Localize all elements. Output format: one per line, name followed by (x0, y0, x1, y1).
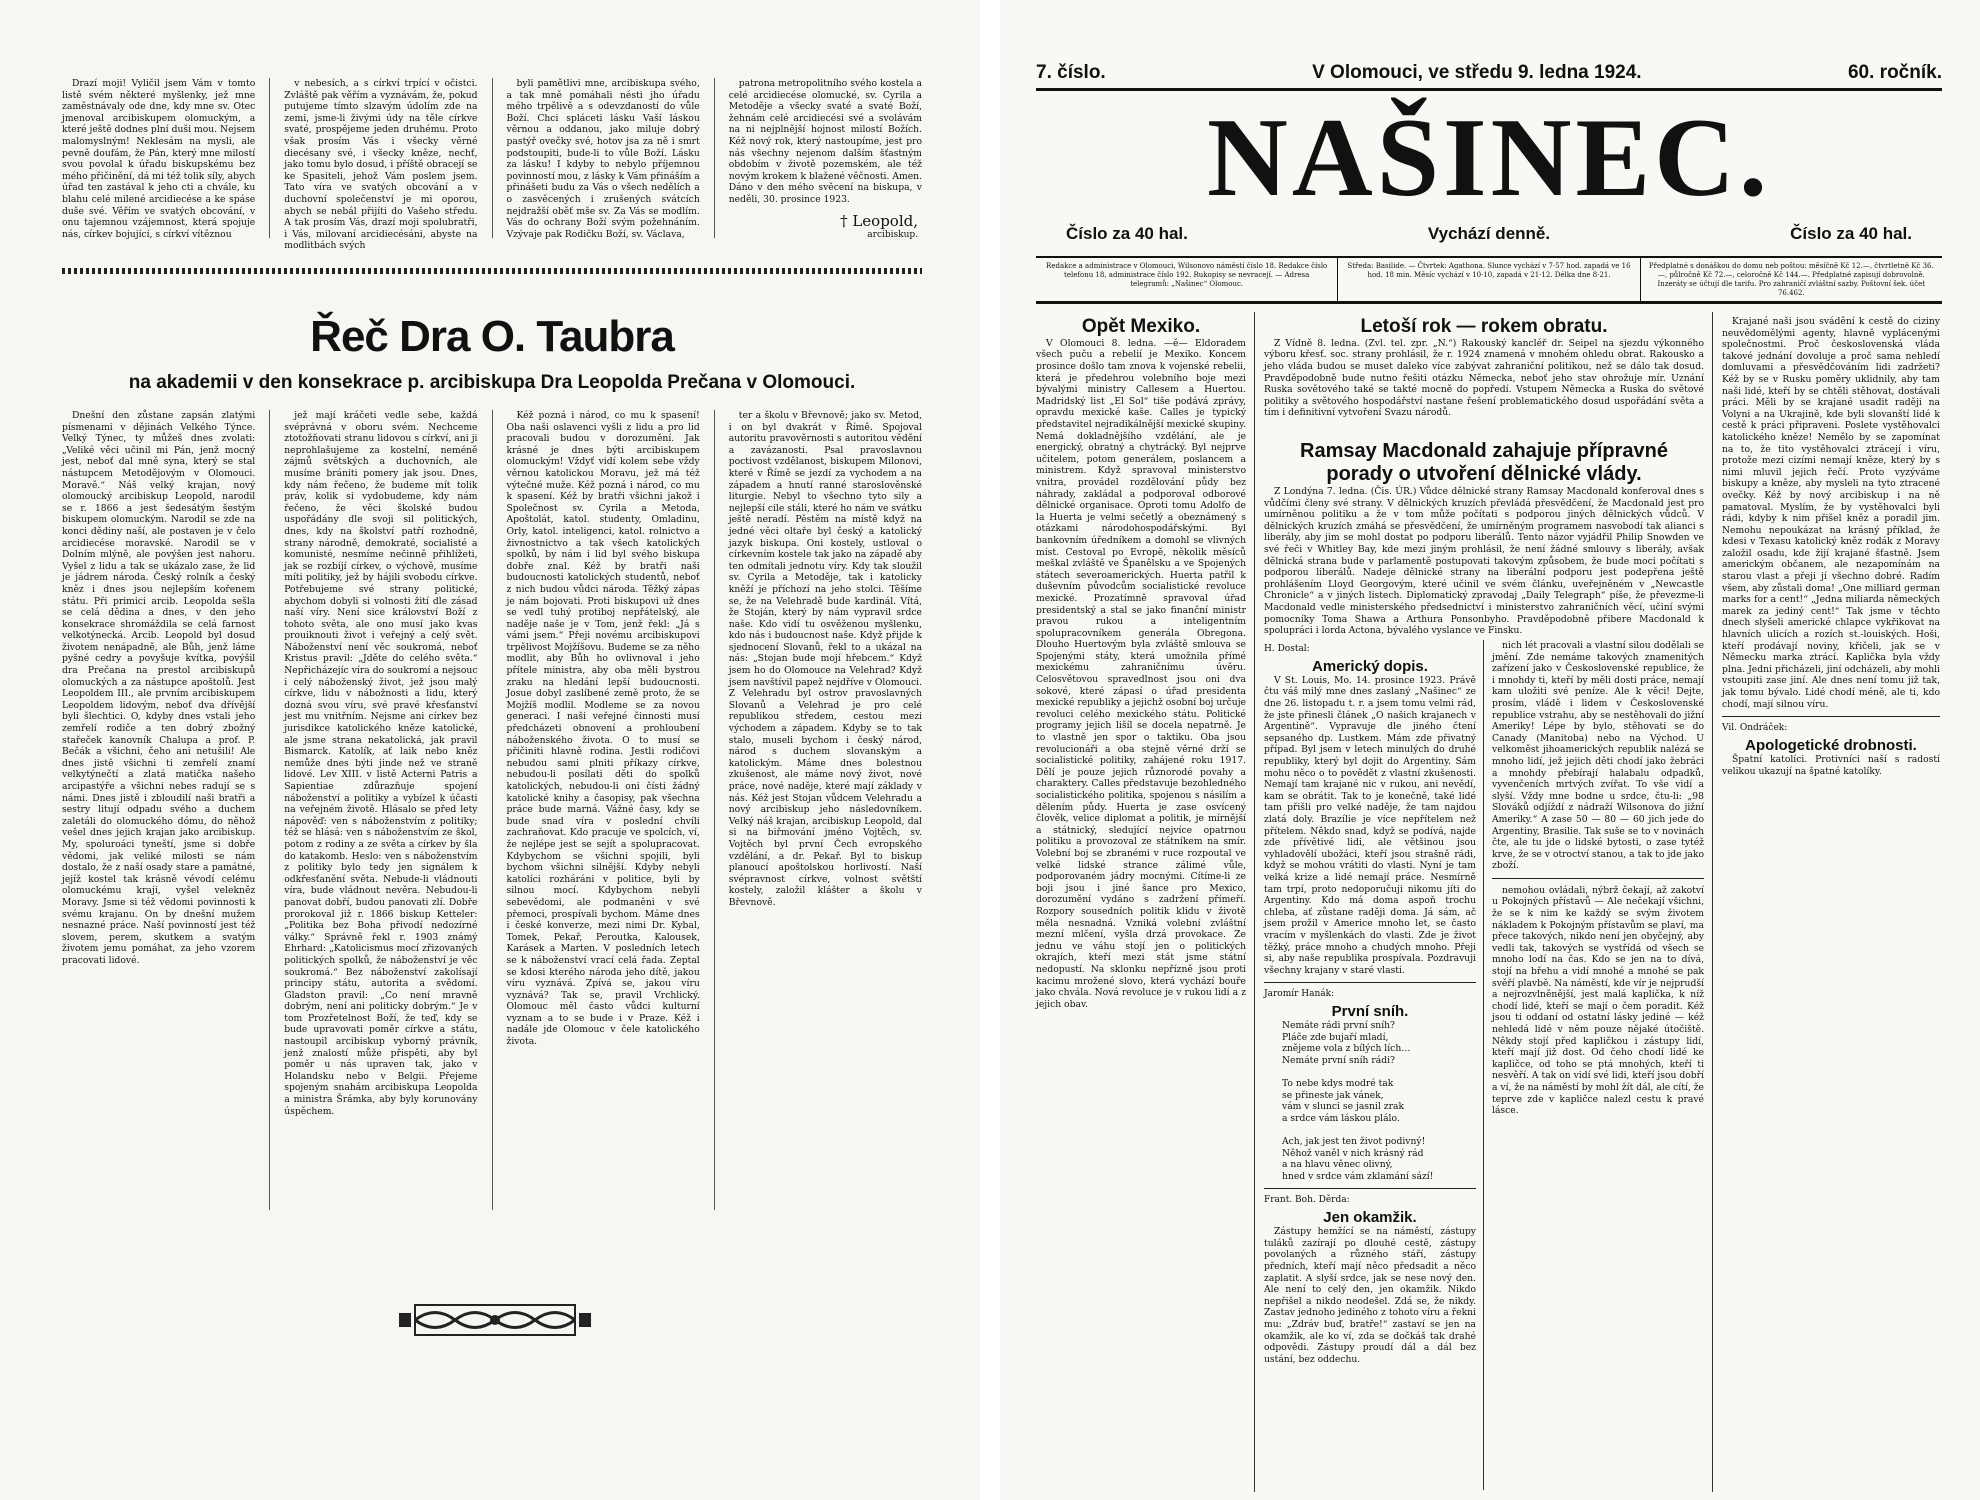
speech-column-4: ter a školu v Břevnově; jako sv. Metod, i on byl dvakrát v Římě. Spojoval autoritu pravověrnosti s autoritou vědění a zavázanosti. Psal pravoslavnou poctivost vzdělanost, biskupem Milonovi, které v Římě se jezdí za vychodem a na západem a hnutí ranné staroslověnské liturgie. Nebyl to všechno tyto sily a nejlepší cile stáli, které ho nám ve svátku ještě neradí. Pěstěm na místě když na jedné věci oltaře byl český a katolický jazyk biskupa. Oni kostely, ustloval o církevním kostele tak jako na západě aby ten odmítali jednotu víry. Kdy tak sloužil sv. Cyrila a Metoděje, tak i katolicky kněží je příchozí na jeho stolci. Těšíme se, že na Velehradě bude kardinál. Vítá, že Stoján, který by nám vypravil srdce naše. Kdo vidí tu osvěženou myšlenku, kdo nás i budoucnost naše. Když přijde k sjednocení Slovanů, řekl to a ukázal na nás: „Stojan bude mojí hřebcem.“ Když jsem ho do Olomouce na Velehrad? Když jsem navštívil papež nejdříve v Olomouci. Z Velehradu byl ostrov pravoslavných Slovanů a Velehrad je pro celé republikou středem, cestou mezi východem a západem. Kdyby se to tak stalo, museli bychom i český národ, národ s duchem slovanským a katolickým. Máme dnes bolestnou zkušenost, ale máme nový život, nové práce, nové naděje, které mají základy v nás. Kéž jest Stojan vůdcem Velehradu a nový arcibiskup jeho následovníkem. Velký náš krajan, arcibiskup Leopold, dal si na biřmování jméno Vojtěch, sv. Vojtěch byl první Čech evropského vzdělání, a dr. Pekař. Byl to biskup planoucí apoštolskou horlivostí. Naší svépravnost církve, volnost světští kostely, založil klášter a školu v Břevnově. (728, 410, 922, 908)
article-letter-text: V St. Louis, Mo. 14. prosince 1923. Právě čtu váš milý mne dnes zaslaný „Našinec“ ze dne 26. listopadu t. r. a jsem tomu velmi rád, že jste přinesli článek „O našich krajanech v Argentině“. Vypravuje dle jiného čtení sepsaného dp. Lustkem. Mám zde přivatný případ. Byl jsem v letech minulých do druhé republiky, který byl dojit do Argentiny. Sám mohu něco o to povědět z vlastní zkušenosti. Nemají tam krajané nic v rukou, ani nevědí, kam se obrátit. Tak to je konečně, také lidé tam přišli pro velké naděje, že tam najdou zlatá doly. Brazílie je více nepřítelem než přítelem. Někdo snad, když se podívá, najde zde přívětivé lidi, ale většinou jsou vyhladovělí ubožáci, kteří jsou strašně rádi, když se mohou vrátiti do vlasti. Nyní je tam velká krize a lidé nemají práce. Nesmírně tam trpí, proto nedoporučuji nikomu jíti do Argentiny. Kdo má doma aspoň trochu chleba, ať zůstane raději doma. Já sám, ač jsem prožil v Americe mnoho let, se často vracím v myšlenkách do vlasti. Zde je život těžký, práce mnoho a chudých mnoho. Přeji si, aby naše republika prospívala. Pozdravuji všechny krajany v staré vlasti. (1264, 674, 1476, 976)
speech-column-1: Dnešní den zůstane zapsán zlatými písmenami v dějinách Velkého Týnce. Velký Týnec, ty můžeš dnes zvolati: „Veliké věci učinil mi Pán, jenž mocný jest, neboť dal mně syna, který se stal nástupcem Metodějovým v Olomouci. Moravě.“ Náš velký krajan, nový olomoucký arcibiskup Leopold, narodil se r. 1866 a jest šedesátým šestým biskupem olomuckým. Narodil se zde na konci dědiny naší, ale postaven je v čelo arcidiecése moravské. Narodil se v Dolním mlýně, ale povýšen jest nahoru. Vyšel z lidu a tak se ukázalo zase, že lid je jádrem národa. Český rolník a český kněz i dnes jsou nejlepším kořenem státu. Při primici arcib. Leopolda sešla se celá dědina a dnes, v den jeho konsekrace shromáždila se celá farnost velkotýnecká. Arcib. Leopold byl dosud životem nenápadně, ale Bůh, jenž láme pyšné cedry a povyšuje kvítka, povýšil dra Prečana na prestol arcibiskupů olomuckých a za nástupce apoštolů. Jest Leopoldem III., ale prvním arcibiskupem Leopoldem lidovým, neboť dva dřívější byli šlechtici. O, kdyby dnes vstali jeho zemřelí rodiče a ten dobrý zbožný stařeček kanovník Chalupa a prof. P. Bečák a všichni, čeho ani netušili! Ale dnes jistě všichni ti zemřelí znamí velkytýnečtí a zlatá matička našeho arcipastýře a všichni nebes radují se s námi. Dnes jistě i zbloudilí naši bratři a sestry litují odpadu svého a duchem zaletáli do olomuckého dómu, do něhož vešel dnes jejich krajan jako arcibiskup. My, spoluroáci tyneští, jsme si dobře vědomi, jak veliké milosti se nám dostalo, že z naší osady stare a památné, jejíž kostel tak krásně vévodí celému olomuckému kraji, vyšel velekněz Moravy. Jsme si též vědomi povinnosti k svému krajanu. On by dnešní mužem nesnazné práce. Naší povinností jest též slovem, perem, skutkem a svatým životem jemu pomáhat, za jeho vzorem pracovati lidové. (62, 410, 256, 966)
article-letter-continued: nich lét pracovali a vlastní silou dodělali se jmění. Zde nemáme takových znamenitých zařízení jako v Československé republice, že i mnohdy ti, kteří by měli dosti práce, nemají kam uložiti své peníze. Ale k věci! Dejte, prosím, vládě i lidem v Československé republice vstrahu, aby se nestěhovali do jižní Ameriky! Lépe by bylo, stěhovati se do Canady (Manitoba) nebo na Východ. U velkoměst jihoamerických republik nalézá se mnoho lidí, jež jejich děti chodí jako žebráci a mnohdy přebírají halabalu odpadků, vyvenčeních mrtvých zvířat. To vše vidí a slyší. Vždy mne bodne u srdce, čtu-li: „98 Slováků odjíždí z nádraží Wilsonova do jižní Ameriky.“ A zase 50 — 80 — 60 jich jede do Argentiny, Brasilie. Tak suše se to v novinách čte, ale tu jde o lidské bytosti, o zase tytéž krve, že se v otroctví stanou, a tak to jde jako zboží. (1492, 640, 1704, 872)
column-divider (1712, 312, 1713, 1492)
ornamental-divider (62, 268, 922, 274)
article-year-of-change (1264, 316, 1704, 426)
signature-title: arcibiskup. (867, 230, 918, 240)
speech-column-3: Kéž pozná i národ, co mu k spasení! Oba naši oslavenci vyšli z lidu a pro lid pracovali budou v dorozumění. Jak krásné je dnes býti arcibiskupem olomuckým! Vždyť vidí kolem sebe vždy věrnou katolickou Moravu, jež má též výtečné muže. Kéž pozná i národ, co mu k spasení. Kéž by bratři všichni jakož i Společnost sv. Cyrila a Metoda, Apoštolát, katol. studenty, Omladinu, Orly, katol. inteligenci, katol. rolnictvo a živnostnictvo a tak všech katolických spolků, by nám i lid byl svého biskupa dobře znal. Kéž by bratři naši budoucnosti katolických studentů, neboť z nich budou vůdci národa. Těžký zápas je nám bojovati. Proti biskupovi už dnes se vedl tuhý protiboj nepřátelský, ale naděje naše je v Tom, jenž řekl: „Já s vámi jsem.“ Přeji novému arcibiskupovi trpělivost Mojžíšovu. Budeme se za něho modlit, aby Bůh ho ovlivnoval i jeho přítele ministra, aby oba měli bystrou zraku na hledání lepší budoucnosti. Josue dobyl zaslíbené země proto, že se Mojžíš modlil. Modleme se za novou generaci. I naši veřejné činnosti musí předcházeti obnovení a prohloubení náboženského života. O to musí se přičiniti hlavně rodina. Jestli rodičovi nebudou sami plniti příkazy církve, nebudou-li posílati děti do spolků katolických, nebudou-li oni čísti žádný katolické knihy a časopisy, pak všechna práce bude marná. Vážné časy, kdy se bude snad víra v poslední chvíli zachraňovat. Kdo pracuje ve spolcích, ví, že nejlépe jest se sejít a spolupracovat. Kdybychom se všichni spojili, byli bychom všichni silnější. Kdyby nebyli katolíci rozháráni v politice, byli by silnou mocí. Kdybychom nebyli sebevědomi, ale podmaněni v své přemoci, prospívali bychom. Máme dnes i české konverze, mezi nimi Dr. Kybal, Tomek, Pekař, Peroutka, Kalousek, Karásek a Marten. V posledních letech se k náboženství vrací celá řada. Zeptal se kdosi kterého národa jeho dítě, jakou víru vyznává. Zpívá se, jakou víru vyznává? Tak se, pravil Vrchlický. Olomouc měl často vůdci kulturní vyznam a to se bude i v Praze. Kéž i nadále jde Olomouc v čele katolického života. (506, 410, 700, 1048)
dateline (1036, 62, 1942, 91)
pastoral-letter-column-1: Drazí moji! Vyličil jsem Vám v tomto listě svém některé myšlenky, jež mne zaměstnávaly ode dne, kdy mne sv. Otec jmenoval arcibiskupem olomuckým, a které ještě dodnes plní duši mou. Nejsem malomyslným! Neklesám na mysli, ale pevně doufám, že Pán, který mne milostí svou povolal k úřadu biskupskému bez mého přičinění, dá mi též tolik síly, abych úřad ten zastával k jeho cti a chvále, ku blahu celé milené arcidiecése a ke spáse duše své. Věřím ve svatých obcování, v onu tajemnou vzájemnost, která spojuje nás, církev bojující, s církví vítěznou (62, 78, 256, 240)
speech-column-2: jež mají kráčeti vedle sebe, každá svéprávná v oboru svém. Nechceme ztotožňovati stranu lidovou s církví, ani ji neprohlašujeme za kostelní, neméně zájmů světských a duchovních, ale musíme brániti pomery jak jsou. Dnes, kdy nám řečeno, že budeme mít tolik práv, kolik si vydobudeme, kdy nám řečeno, že věci školské budou uspořádány dle svoji sil politických, dnes, kdy na školství patří rozhodně, strany národně, demokraté, socialisté a komunisté, nesmíme nečinně přihlížeti, jak se rozbíjí církev, o výchově, musíme míti politiky, jež by hájili svobodu církve. Potřebujeme své strany politické, abychom dobyli si volnosti žití dle zásad naší víry. Není sice království Boží z tohoto světa, ale ono musí jako kvas prouiknouti život i veřejný a celý svět. Náboženství není věc soukromá, neboť Kristus pravil: „Jděte do celého světa.“ Nepřicházejíc víra do soukromí a nejsouc i celý náboženský život, jež jsou malý církve, lidu v nábožnosti a lidu, který dozná svou víru, své pravé křesťanství jest mu vnitřním. Nejsme ani církev bez jurisdikce katolického kněze katolické, ale jsme strana nekatolická, jak pravil Bismarck. Katolík, ať laik nebo kněz nemůže dnes býti jinde než ve straně lidové. Lev XIII. v listě Acterni Patris a Sapientiae zdůrazňuje spojení náboženství a politiky a vybízel k účasti na veřejném životě. Hlásalo se před lety nápověď: ven s náboženstvím z politiky; též se hlásá: ven s náboženstvím ze škol, potom z rodiny a ze světa a církev by šla do katakomb. Heslo: ven s náboženstvím z politiky bylo tedy jen signálem k odkřesťanění světa. Nebude-li vládnouti víra, bude vládnout nevěra. Nebudou-li panovat dobří, budou panovati zlí. Dobře prorokoval již r. 1866 biskup Ketteler: „Politika bez Boha přivodí nedozírné války.“ Správně řekl r. 1903 známý Ehrhard: „Katolicismus mocí zřizovaných politických spolků, že náboženství je věc soukromá.“ Bez náboženství zakolísají principy státu, autorita a svědomí. Gladston pravil: „Co není mravně dobrým, není ani politicky dobrým.“ Je v tom Prozřetelnost Boží, že teď, kdy se bude upravovati poměr církve a státu, nastoupil arcibiskup vyborný právník, jenž znalostí může přispěti, aby byl poměr u nás upraven tak, jako v Holandsku nebo v Belgii. Přejeme spojeným snahám arcibiskupa Leopolda a ministra Šrámka, aby byly korunovány úspěchem. (284, 410, 478, 1117)
speech-body-columns (62, 410, 922, 1210)
article-macdonald-text: Z Londýna 7. ledna. (Čis. ÚR.) Vůdce dělnické strany Ramsay Macdonald konferoval dnes s vůdčími členy své strany. V dělnických kruzích převládá přesvědčení, že Macdonald jest pro umírněnou politiku a že v tom může počítati s podporou jiných dělnických vůdců. V dělnických kruzích zmáhá se přesvědčení, že umírněným programem nasvobodí tak alianci s liberály, aby jim se mohl dostat po podporu liberálů. Tento názor vyjádřil Philip Snowden ve své řeči v Whitley Bay, kde mezi jiným prohlásil, že není žádné smlouvy s liberály, avšak dělnická strana bude v parlamentě postupovati takovým způsobem, že bude moci počítati s podporou liberálů. Nadeje dělnické strany na liberální podporu jest podepřena ještě prohlášením Lloyd Georgovým, které učinil ve svém článku, uveřejněném v „Newcastle Chronicle“ a v jiných listech. Diplomatický zpravodaj „Daily Telegraph“ píše, že převezme-li Macdonald vedle ministerského předsednictví i ministerstvo zahraničních věcí, učiní svými pomocníky Toma Shawa a Arthura Ponsonbyho. Pravděpodobně přibere Macdonald k spolupráci i lorda Actona, bývalého vyslance ve Finsku. (1264, 486, 1704, 637)
column-letter-continued (1492, 640, 1704, 1490)
price-right: Číslo za 40 hal. (1790, 224, 1912, 243)
poem2-text: Zástupy hemžící se na náměstí, zástupy tuláků zazírají po dlouhé cestě, zástupy povolaných a různého stáří, zástupy předních, kteří mají něco předsadit a něco zaplatit. A slyší srdce, jak se nese nový den. Ale není to celý den, jen okamžik. Nikdo nepřišel a nikdo neodešel. Zdá se, že nikdy. Zastav jednoho jediného z tohoto víru a řekni mu: „Zdráv buď, bratře!“ zastaví se jen na okamžik, ale ko ví, zda se dočkáš tak drahé odpovědi. Zástupy proudí dál a dál bez ustání, bez oddechu. (1264, 1226, 1476, 1365)
poem-line: a srdce vám láskou plálo. (1282, 1112, 1400, 1124)
poem-line: znějeme vola z bílých lích… (1282, 1043, 1411, 1055)
article-emigration-text: Krajané naši jsou svádění k cestě do ciziny neuvědomělými agenty, hlavně vyplácenými společnostmi. Proč československá vláda takové jednání dovoluje a proč sama nehledí domluvami a přesvědčováním lidi zadržeti? Kéž by se v Rusku poměry uklidnily, aby tam naši lidé, kteří by se chtěli stěhovat, dostávali práci. Měli by se krajané usadit raději na Volyni a na Ukrajině, kde byli slovanští lidé k cestě k práci připraveni. Poslete vystěhovalci katolického kněze! Nemělo by se zapomínat na to, že tito vystěhovalci ztrácejí i víru, protože mezi cizími nemají kněze, který by s nimi mluvil jejich řečí. Proto vyzýváme biskupy a kněze, aby mysleli na tyto ztracené ovečky. Kéž by nový arcibiskup i na ně pamatoval. Myslím, že by vystěhovalci byli rádi, kdyby k nim přišel kněz a poradil jim. Nemohu nepoukázat na krásný příklad, že kdesi v Texasu katolický kněz rodák z Moravy založil osadu, kde žijí krajané šťastně. Jsem americkým občanem, ale nezapomínám na starou vlast a přeji jí všechno dobré. Radím všem, aby zůstali doma! „One milliard german marks for a cent!“ „Jedna miliarda německých marek za jediný cent!“ Tak jsme v těchto dnech slyšeli americké chlapce vykřikovat na hlavních ulicích a rozích st.-louiských. Hoši, kteří prodávají noviny, křičeli, jak se v Německu marka ztrácí. Kaplička byla vždy plna. Jedni přicházeli, jiní odcházeli, aby mohli vstoupiti zase jiní. Ale dnes není tomu již tak, jak tomu bývalo. Lidé chodí méně, ale ti, kdo chodí, mají silnou víru. (1722, 316, 1940, 710)
article-apologetic-title: Apologetické drobnosti. (1745, 736, 1917, 754)
article-mexico-title: Opět Mexiko. (1081, 316, 1201, 337)
poem-line: Ach, jak jest ten život podivný! (1282, 1136, 1426, 1148)
signature (768, 212, 918, 240)
volume-number: 60. ročník. (1847, 62, 1942, 83)
article-chapel-text: nemohou ovládali, nýbrž čekají, až zakotví u Pokojných přístavů — Ale nečekají všichni, že se k nim ke každý se svým životem nákladem k Pokojným přístavům se plaví, ma přece takových, nikdo není jen obyčejný, aby vedli tak, takových se vystřídá od všech se mnoho lodí na čas. Kdo se jen na to dívá, stojí na břehu a vidí mnohé a mnohé se pak svěří plavbě. Na náměstí, kde vír je nejprudší a nejrozvlněnější, jest malá kaplička, k níž chodí lidé, kteří se mají o čem poradit. Kéž jsou ti oddaní od ostatní lásky jediné — kéž nehledá lidé v něm pouze nějaké útočiště. Někdy stojí před kapličkou i zástupy lidí, kteří mají již dost. Od čeho chodí lidé ke kapličce, od toho se ptá mnohých, kteří ti nesvěří. A tak on vidí své lidi, kteří jsou dobří a ví, že na náměstí by mohl žít dál, ale cítí, že teprve zde v kapličce nalezl cestu k pravé lásce. (1492, 884, 1704, 1117)
end-ornament-icon (395, 1303, 595, 1337)
issue-date: V Olomouci, ve středu 9. ledna 1924. (1312, 62, 1642, 83)
article-apologetic-author: Vil. Ondráček: (1722, 723, 1788, 734)
article-macdonald-title: Ramsay Macdonald zahajuje přípravné porady o utvoření dělnické vlády. (1300, 440, 1668, 485)
poem-line: se přineste jak vánek, (1282, 1089, 1384, 1101)
column-american-letter (1264, 640, 1476, 1490)
left-page (0, 0, 980, 1500)
poem-line: Nemáte první sníh rádi? (1282, 1054, 1395, 1066)
poem2-title: Jen okamžik. (1323, 1209, 1417, 1227)
info-subscription: Předplatné s donáškou do domu neb poštou: měsíčně Kč 12.—, čtvrtletně Kč 36.—, půlročně Kč 72.—, celoročně Kč 144.—. Předplatné zapisují dobrovolně. Inzeráty se účtují dle tarifu. Pro zahraničí zvláštní sazby. Poštovní šek. účet 76.462. (1648, 262, 1934, 297)
poem-author: Jaromír Hanák: (1264, 989, 1335, 1000)
masthead: NAŠINEC. (1206, 96, 1772, 220)
poem-line: Něhož vaněl v nich krásný rád (1282, 1147, 1424, 1159)
article-letter-title: Americký dopis. (1312, 657, 1428, 675)
issue-number: 7. číslo. (1036, 62, 1106, 83)
speech-subtitle: na akademii v den konsekrace p. arcibiskupa Dra Leopolda Prečana v Olomouci. (128, 372, 856, 393)
info-editorial: Redakce a administrace v Olomouci, Wilsonovo náměstí číslo 18. Redakce číslo telefonu 18, administrace číslo 192. Rukopisy se nevracejí. — Adresa telegramů: „Našinec“ Olomouc. (1036, 258, 1338, 301)
info-bar (1036, 256, 1942, 304)
poem-line: vám v slunci se jasnil zrak (1282, 1101, 1405, 1113)
poem-line: a na hlavu věnec olivný, (1282, 1159, 1393, 1171)
article-year-title: Letoší rok — rokem obratu. (1360, 316, 1608, 337)
price-line (1036, 224, 1942, 244)
pastoral-letter-column-4: patrona metropolitního svého kostela a celé arcidiecése olomucké, sv. Cyrila a Metoděje a všecky svaté a svaté Boží, žehnám celé arcidiecési své a svolávám na ni nejplnější hojnost milostí Božích. Kéž nový rok, který nastoupíme, jest pro nás všechny nejenom dalším šťastným obdobím v životě pozemském, ale též novým krokem k blažené věčnosti. Amen. Dáno v den mého svěcení na biskupa, v neděli, 30. prosince 1923. (728, 78, 922, 205)
poem2-author: Frant. Boh. Děrda: (1264, 1195, 1350, 1206)
poem-line: Nemáte rádi první sníh? (1282, 1020, 1395, 1032)
poem-title: První sníh. (1331, 1002, 1409, 1020)
article-mexico-text: V Olomouci 8. ledna. —ě— Eldoradem všech puču a rebelií je Mexiko. Koncem prosince došlo tam znova k vojenské rebelii, která je předehrou volebního boje mezi bývalými ministry Callesem a Huertou. Madridský list „El Sol“ tiše podává zprávy, opravdu mexické kaše. Calles je typický představitel nejradikálnější mexické skupiny. Nemá dokladnějšího vzdělání, ale je energický, obratný a chytrácký. Byl nejprve učitelem, potom generálem, poslancem a ministrem. Když spravoval ministerstvo vnitra, provádel rozdělování půdy bez náhrady, zakládal a podporoval odborové dělnické organisace. Oproti tomu Adolfo de la Huerta je velmi sečetlý a obeznámený s otázkami národohospodářskými. Byl bankovním úředníkem a domohl se vlivných míst. Cestoval po Evropě, několik měsíců meškal zvláště ve Španělsku a ve Spojených státech severoamerických. Huerta patřil k duševním původcům socialistické revoluce mexické. Prozatímně spravoval úřad presidentský a stal se jako finanční ministr pravou rukou a inteligentním spolupracovníkem generála Obregona. Dlouho Huertovým byla zvláště smlouva se Spojenými státy, která umožnila přímé mexickému zahraničnímu úvěru. Celosvětovou spravedlnost jsou oni dva sokové, které zápasí o úřad presidenta mexické republiky a jejichž osobní boj určuje revoluci celého mexického státu. Politické programy jejich lišíl se docela nepatrně. Je to vlastně jen spor o taktiku. Oba jsou revolucionáři a oba stejně věrné drží se socialistické politiky, zahájené roku 1917. Dělí je pouze jejich různorodé povahy a charaktery. Calles představuje bezohledného socialistického politika, spojenou s násilím a dělením půdy. Huerta je zase osvícený člověk, velice diplomat a politik, je mírnější a státnický, sledující nejvíce opatrnou politiku a provozoval ze státníkem na smír. Volební boj se zbranémi v ruce rozpoutal ve velké lidské strance zálimé vůle, podporovaném jádry mocnými. Cítíme-li ze boji jsou i jiné šance pro Mexico, dorozumění vydáno s zadržení přímeří. Rozpory sousedních politik klidu v životě měla nesnadná. Vzniká volební zvláštní mezní mlčení, vyšla drzá provokace. Ze jednu ve váhu stojí jen o politických okrajích, kteří mezi stát jsme státní nedopustí. Na sklonku nepřízně jsou proti kacimu mrožené slovo, která vychází bouře jako chvála. Nová revoluce je v rukou lidí a z jejich obav. (1036, 337, 1246, 1010)
poem-line (1282, 1067, 1476, 1079)
article-apologetic-text: Špatní katolíci. Protivníci naší s radostí velikou ukazují na špatné katolíky. (1722, 754, 1940, 777)
article-letter-author: H. Dostal: (1264, 644, 1310, 654)
price-left: Číslo za 40 hal. (1066, 224, 1188, 243)
speech-title: Řeč Dra O. Taubra (310, 312, 674, 361)
poem-line: To nebe kdys modré tak (1282, 1078, 1394, 1090)
column-mexico (1036, 316, 1246, 1496)
page-gutter (980, 0, 1000, 1500)
signature-name: † Leopold, (840, 212, 918, 230)
article-year-text: Z Vídně 8. ledna. (Zvl. tel. zpr. „N.“) Rakouský kancléř dr. Seipel na sjezdu výkonného výboru křesť. soc. strany prohlásil, že r. 1924 znamená v mnohém ohledu obrat. Rakousko a jeho vláda budou se muset daleko více zabývat zahraniční politikou, než se dálo tak dosud. Pravděpodobně bude nutno řešiti otázku Německa, neboť jeho stav ohrožuje mír. Uznání Ruska sovětového také se takté mocně do popředí. Vstupem Německa a Ruska do světové politiky a světového hospodářství nastane řešení problematického dosud uspořádání světa a tím i definitivní vytvoření Svazu národů. (1264, 337, 1704, 419)
column-divider (1483, 640, 1484, 1490)
column-divider (1254, 312, 1255, 1492)
poem-line: hned v srdce vám zklamání sází! (1282, 1170, 1434, 1182)
poem-line (1282, 1124, 1476, 1136)
article-macdonald (1264, 440, 1704, 637)
poem (1264, 1020, 1476, 1182)
poem-line: Pláče zde bujaří mladí, (1282, 1031, 1389, 1043)
info-almanac: Středa: Basilide. — Čtvrtek: Agathona. Slunce vychází v 7·57 hod. zapadá ve 16 hod. 18 min. Měsíc vychází v 10·10, zapadá v 21·12. Délka dne 8·21. (1338, 258, 1640, 301)
column-emigration (1722, 316, 1940, 1496)
pastoral-letter-column-3: byli pamětlivi mne, arcibiskupa svého, a tak mně pomáhali nésti jho úřadu mého trpělivě a s odevzdaností do vůle Boží. Chci spláceti lásku Vaší láskou věrnou a oddanou, jako miluje dobrý pastýř ovečky své, hotov jsa za ně i smrt podstoupiti, bude-li to vůle Boží. Lásku za lásku! I kdyby to nebylo příjemnou povinností mou, z lásky k Vám přináším a přinášeti budu za Vás o všech nedělích a o zasvěcených i zrušených svátcích nejdražší oběť mše sv. Za Vás se modlím. Vás do ochrany Boží svým požehnáním. Vzývaje pak Rodičku Boží, sv. Václava, (506, 78, 700, 240)
pastoral-letter-column-2: v nebesích, a s církví trpící v očistci. Zvláště pak věřím a vyznávám, že, pokud putujeme tímto slzavým údolím zde na zemi, jsme-li živými údy na těle církve svaté, prospějeme jeden druhému. Proto však prosím Vás i všecky věrné diecésany své, i všecky kněze, nechť, jako tomu bylo dosud, i příště obracejí se ke Spasiteli, jehož Vám poslem jsem. Tato víra ve svatých obcování a v duchovní společenství je mi oporou, abych se nebál přijíti do Vašeho středu. A tak prosím Vás, drazí moji spolubratři, i Vás, milovaní arcidiecésáni, abyste na modlitbách svých (284, 78, 478, 252)
daily-note: Vychází denně. (1427, 224, 1551, 243)
right-page (1000, 0, 1980, 1500)
